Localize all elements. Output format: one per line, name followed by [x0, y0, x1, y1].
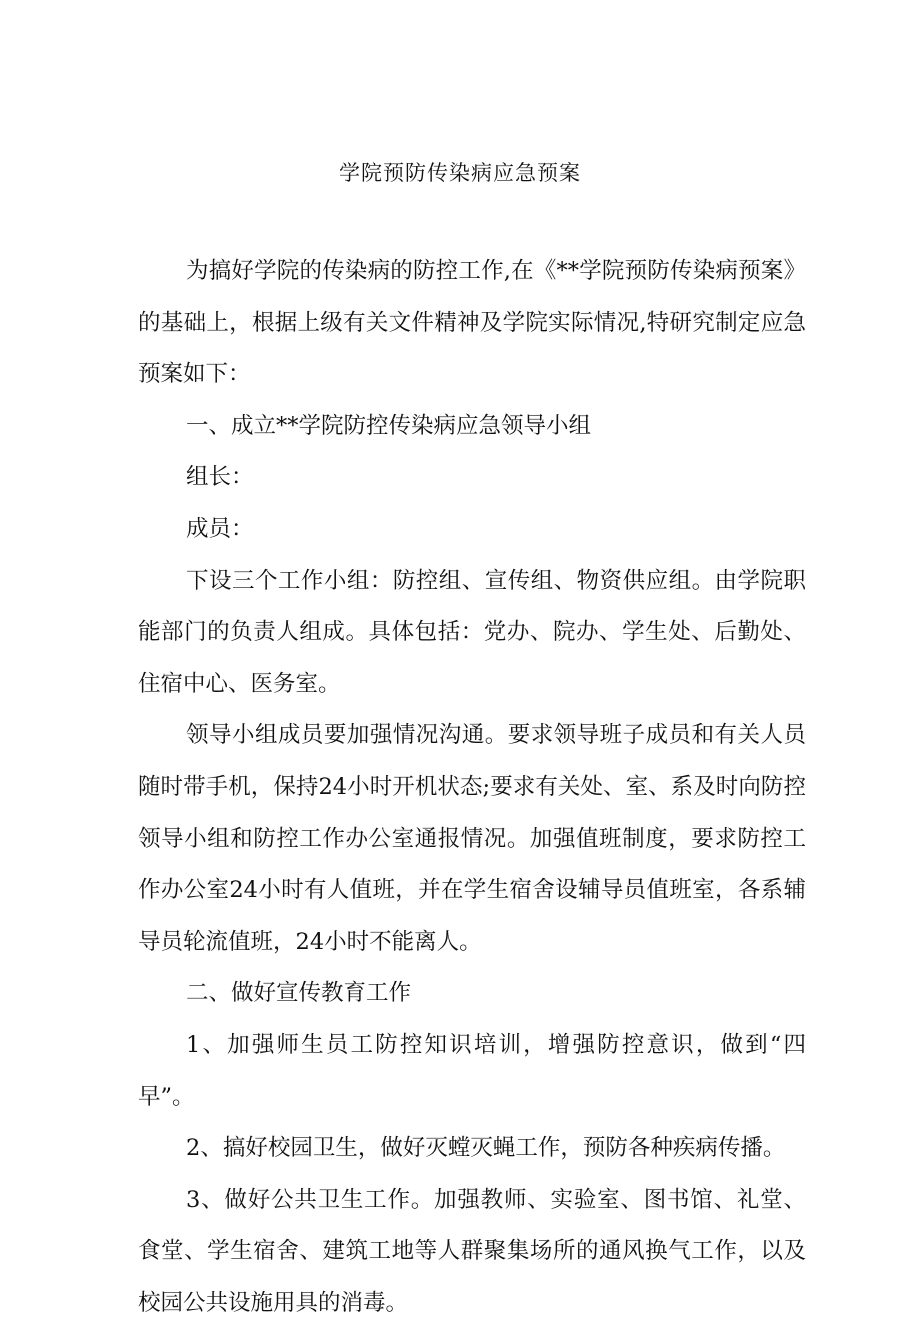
- section-heading-2: 二、做好宣传教育工作: [186, 980, 412, 1007]
- list-item-1: 1、加强师生员工防控知识培训，增强防控意识，做到“四早”。: [138, 1031, 806, 1110]
- section-heading-1: 一、成立**学院防控传染病应急领导小组: [186, 412, 592, 439]
- document-title: 学院预防传染病应急预案: [339, 161, 581, 185]
- paragraph-communication: 领导小组成员要加强情况沟通。要求领导班子成员和有关人员随时带手机，保持24小时开机状态;要求有关处、室、系及时向防控领导小组和防控工作办公室通报情况。加强值班制度，要求防控工作办公室24小时有人值班，并在学生宿舍设辅导员值班室，各系辅导员轮流值班，24小时不能离人。: [138, 722, 806, 955]
- group-members-line: 成员：: [186, 515, 254, 542]
- paragraph-intro: 为搞好学院的传染病的防控工作,在《**学院预防传染病预案》的基础上，根据上级有关文件精神及学院实际情况,特研究制定应急预案如下：: [138, 258, 806, 388]
- list-item-3: 3、做好公共卫生工作。加强教师、实验室、图书馆、礼堂、食堂、学生宿舍、建筑工地等人群聚集场所的通风换气工作，以及校园公共设施用具的消毒。: [138, 1186, 806, 1316]
- list-item-2: 2、搞好校园卫生，做好灭螳灭蝇工作，预防各种疾病传播。: [186, 1135, 786, 1162]
- paragraph-working-groups: 下设三个工作小组：防控组、宣传组、物资供应组。由学院职能部门的负责人组成。具体包括：党办、院办、学生处、后勤处、住宿中心、医务室。: [138, 567, 806, 697]
- document-body: [138, 246, 806, 1329]
- group-leader-line: 组长：: [186, 464, 254, 491]
